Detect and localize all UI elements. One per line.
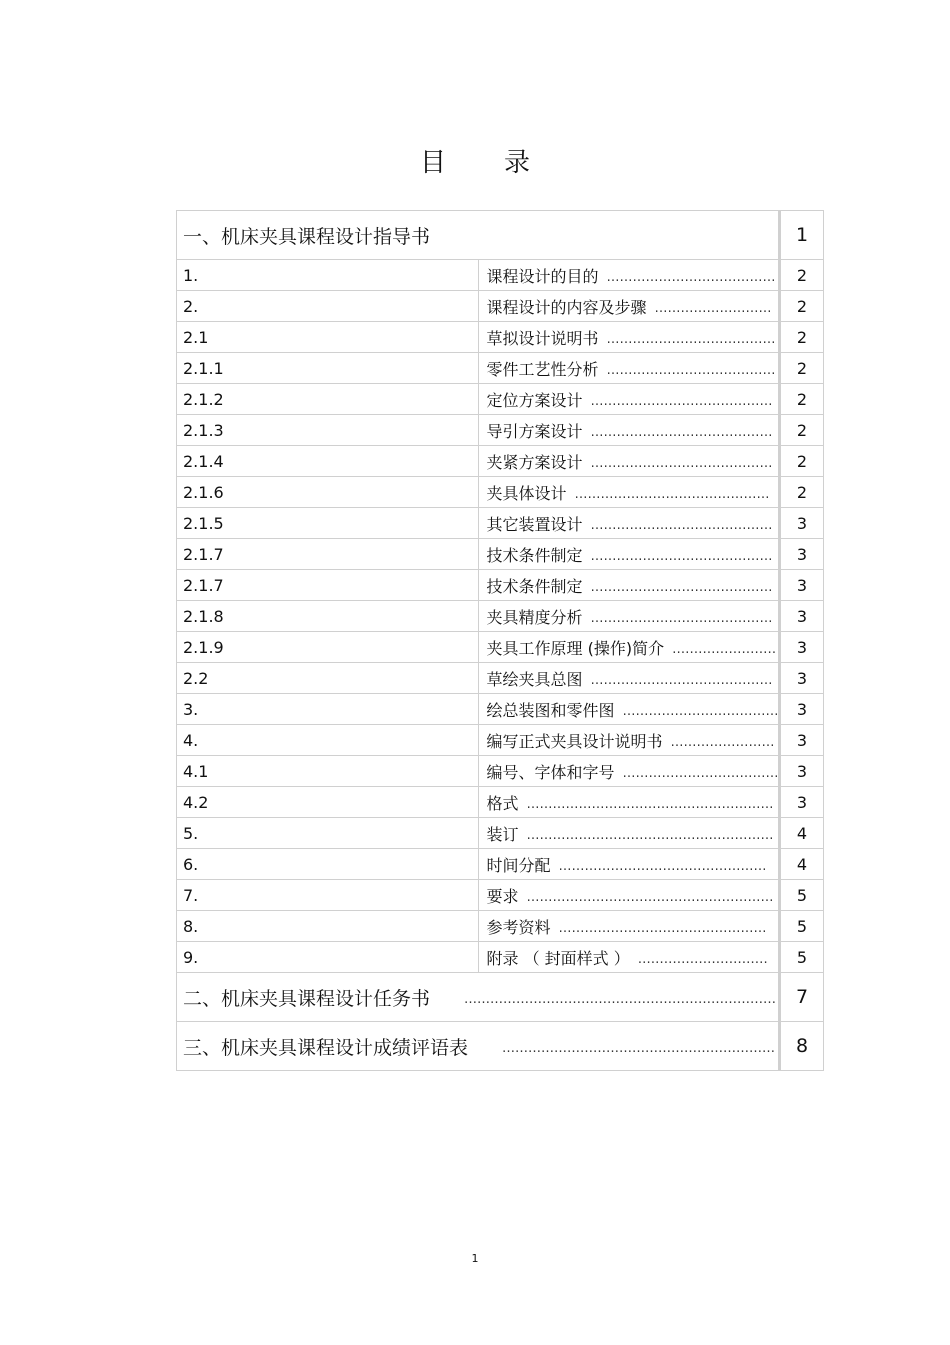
toc-entry-title: 导引方案设计 bbox=[486, 421, 583, 441]
toc-entry-title: 绘总装图和零件图 bbox=[486, 700, 615, 720]
dot-leader: ………………………………… bbox=[606, 362, 776, 378]
dot-leader: ……………………………………… bbox=[574, 486, 770, 502]
toc-major-row[interactable] bbox=[177, 211, 824, 260]
toc-page-number: 7 bbox=[780, 973, 824, 1022]
dot-leader: …………………… bbox=[670, 734, 775, 750]
toc-entry-title: 夹紧方案设计 bbox=[486, 452, 583, 472]
toc-page-number: 5 bbox=[780, 942, 824, 973]
toc-page-number: 3 bbox=[780, 601, 824, 632]
toc-entry[interactable] bbox=[177, 942, 824, 973]
toc-entry-number: 2.2 bbox=[177, 663, 479, 694]
toc-entry-title-cell bbox=[478, 260, 780, 291]
toc-page-number: 2 bbox=[780, 322, 824, 353]
toc-entry-title-cell bbox=[478, 880, 780, 911]
toc-entry[interactable] bbox=[177, 260, 824, 291]
dot-leader: …………………………………… bbox=[590, 517, 773, 533]
toc-entry-number: 9. bbox=[177, 942, 479, 973]
toc-page-number: 3 bbox=[780, 694, 824, 725]
toc-entry-number: 2.1.7 bbox=[177, 570, 479, 601]
toc-entry-number: 4.1 bbox=[177, 756, 479, 787]
toc-entry-title-cell bbox=[478, 508, 780, 539]
toc-entry-number: 2. bbox=[177, 291, 479, 322]
toc-entry-title: 技术条件制定 bbox=[486, 576, 583, 596]
toc-entry-title-cell bbox=[478, 477, 780, 508]
toc-page-number: 3 bbox=[780, 725, 824, 756]
toc-entry-title-cell bbox=[478, 570, 780, 601]
toc-major-title-cell bbox=[177, 211, 780, 260]
toc-entry-title: 零件工艺性分析 bbox=[486, 359, 599, 379]
toc-entry[interactable] bbox=[177, 508, 824, 539]
dot-leader: …………………………………… bbox=[590, 579, 773, 595]
toc-entry-title-cell bbox=[478, 694, 780, 725]
toc-entry-number: 2.1.8 bbox=[177, 601, 479, 632]
toc-entry[interactable] bbox=[177, 446, 824, 477]
toc-page-number: 4 bbox=[780, 818, 824, 849]
toc-entry-title-cell bbox=[478, 601, 780, 632]
page-title bbox=[0, 142, 950, 179]
toc-entry-number: 8. bbox=[177, 911, 479, 942]
toc-entry-number: 2.1 bbox=[177, 322, 479, 353]
toc-entry-title: 课程设计的内容及步骤 bbox=[486, 297, 647, 317]
footer-page-number: 1 bbox=[471, 1252, 479, 1265]
toc-entry-title-cell bbox=[478, 322, 780, 353]
page-title-char-2: 录 bbox=[504, 148, 531, 178]
toc-entry-title: 时间分配 bbox=[486, 855, 551, 875]
toc-major-title-cell bbox=[177, 1022, 780, 1071]
dot-leader: ……………………………… bbox=[622, 703, 779, 719]
dot-leader: ……………………………………………………… bbox=[502, 1040, 776, 1056]
dot-leader: ……………………………… bbox=[622, 765, 779, 781]
dot-leader: …………………………………… bbox=[590, 672, 773, 688]
dot-leader: ………………………… bbox=[637, 951, 768, 967]
toc-entry-number: 7. bbox=[177, 880, 479, 911]
toc-entry-title-cell bbox=[478, 787, 780, 818]
dot-leader: ………………………………… bbox=[606, 331, 776, 347]
toc-entry-title: 编号、字体和字号 bbox=[486, 762, 615, 782]
toc-entry-title: 草绘夹具总图 bbox=[486, 669, 583, 689]
toc-entry-number: 2.1.2 bbox=[177, 384, 479, 415]
toc-entry-number: 4.2 bbox=[177, 787, 479, 818]
toc-table bbox=[176, 210, 824, 1071]
toc-entry-number: 5. bbox=[177, 818, 479, 849]
toc-entry-number: 2.1.1 bbox=[177, 353, 479, 384]
toc-entry-number: 2.1.4 bbox=[177, 446, 479, 477]
toc-entry[interactable] bbox=[177, 663, 824, 694]
toc-page-number: 3 bbox=[780, 787, 824, 818]
toc-entry-title: 参考资料 bbox=[486, 917, 551, 937]
toc-page-number: 8 bbox=[780, 1022, 824, 1071]
toc-entry[interactable] bbox=[177, 849, 824, 880]
toc-page-number: 5 bbox=[780, 880, 824, 911]
toc-entry-title-cell bbox=[478, 849, 780, 880]
toc-page-number: 2 bbox=[780, 260, 824, 291]
toc-entry-title-cell bbox=[478, 663, 780, 694]
toc-page-number: 3 bbox=[780, 632, 824, 663]
toc-entry-title-cell bbox=[478, 632, 780, 663]
toc-page-number: 3 bbox=[780, 508, 824, 539]
dot-leader: …………………………………… bbox=[590, 548, 773, 564]
dot-leader: …………………………………… bbox=[590, 393, 773, 409]
toc-entry-title-cell bbox=[478, 942, 780, 973]
toc-entry-title-cell bbox=[478, 911, 780, 942]
dot-leader: …………………………………… bbox=[590, 610, 773, 626]
toc-page-number: 2 bbox=[780, 291, 824, 322]
toc-page-number: 1 bbox=[780, 211, 824, 260]
dot-leader: ………………………………………………… bbox=[526, 827, 774, 843]
toc-entry-title-cell bbox=[478, 415, 780, 446]
toc-page-number: 2 bbox=[780, 353, 824, 384]
toc-entry[interactable] bbox=[177, 415, 824, 446]
dot-leader: …………………………………… bbox=[590, 424, 773, 440]
toc-entry-number: 4. bbox=[177, 725, 479, 756]
toc-entry-title: 课程设计的目的 bbox=[486, 266, 599, 286]
toc-entry[interactable] bbox=[177, 880, 824, 911]
toc-entry[interactable] bbox=[177, 756, 824, 787]
toc-entry[interactable] bbox=[177, 787, 824, 818]
toc-entry-number: 2.1.6 bbox=[177, 477, 479, 508]
toc-entry-title: 草拟设计说明书 bbox=[486, 328, 599, 348]
dot-leader: …………………… bbox=[672, 641, 777, 657]
dot-leader: ……………………… bbox=[654, 300, 772, 316]
toc-entry-title-cell bbox=[478, 818, 780, 849]
dot-leader: ………………………………… bbox=[606, 269, 776, 285]
toc-entry-title: 夹具工作原理 (操作)简介 bbox=[486, 638, 665, 658]
toc-entry-number: 3. bbox=[177, 694, 479, 725]
dot-leader: ……………………………………………………………… bbox=[464, 991, 777, 1007]
toc-major-row[interactable] bbox=[177, 1022, 824, 1071]
toc-entry-title-cell bbox=[478, 353, 780, 384]
toc-entry[interactable] bbox=[177, 291, 824, 322]
toc-entry-title-cell bbox=[478, 291, 780, 322]
toc-entry[interactable] bbox=[177, 601, 824, 632]
toc-entry-title: 要求 bbox=[486, 886, 519, 906]
toc-page-number: 2 bbox=[780, 446, 824, 477]
dot-leader: ………………………………………………… bbox=[526, 889, 774, 905]
toc-page-number: 2 bbox=[780, 415, 824, 446]
toc-page-number: 5 bbox=[780, 911, 824, 942]
toc-entry[interactable] bbox=[177, 322, 824, 353]
toc-entry-number: 2.1.3 bbox=[177, 415, 479, 446]
toc-entry-number: 2.1.7 bbox=[177, 539, 479, 570]
dot-leader: ………………………………………………… bbox=[526, 796, 774, 812]
toc-major-title: 三、机床夹具课程设计成绩评语表 bbox=[183, 1036, 469, 1059]
toc-entry-title: 技术条件制定 bbox=[486, 545, 583, 565]
toc-page-number: 2 bbox=[780, 384, 824, 415]
page-title-char-1: 目 bbox=[419, 148, 446, 178]
toc-entry-title: 夹具精度分析 bbox=[486, 607, 583, 627]
toc-entry[interactable] bbox=[177, 539, 824, 570]
toc-entry[interactable] bbox=[177, 818, 824, 849]
toc-entry-title: 装订 bbox=[486, 824, 519, 844]
toc-entry-title: 其它装置设计 bbox=[486, 514, 583, 534]
dot-leader: …………………………………… bbox=[590, 455, 773, 471]
toc-entry-number: 2.1.9 bbox=[177, 632, 479, 663]
toc-page-number: 4 bbox=[780, 849, 824, 880]
toc-entry-title: 夹具体设计 bbox=[486, 483, 567, 503]
toc-entry-title: 定位方案设计 bbox=[486, 390, 583, 410]
toc-entry-title-cell bbox=[478, 446, 780, 477]
toc-entry-title-cell bbox=[478, 756, 780, 787]
toc-entry-title-cell bbox=[478, 539, 780, 570]
toc-major-title: 一、机床夹具课程设计指导书 bbox=[183, 225, 431, 248]
toc-entry-title: 编写正式夹具设计说明书 bbox=[486, 731, 663, 751]
toc-page-number: 3 bbox=[780, 539, 824, 570]
toc-major-row[interactable] bbox=[177, 973, 824, 1022]
toc-major-title: 二、机床夹具课程设计任务书 bbox=[183, 987, 431, 1010]
toc-page-number: 3 bbox=[780, 756, 824, 787]
toc-entry-number: 6. bbox=[177, 849, 479, 880]
toc-entry[interactable] bbox=[177, 353, 824, 384]
toc-entry-title-cell bbox=[478, 384, 780, 415]
toc-entry[interactable] bbox=[177, 570, 824, 601]
toc-entry[interactable] bbox=[177, 477, 824, 508]
toc-entry-title: 格式 bbox=[486, 793, 519, 813]
toc-major-title-cell bbox=[177, 973, 780, 1022]
toc-entry-number: 2.1.5 bbox=[177, 508, 479, 539]
toc-entry-title: 附录 （ 封面样式 ） bbox=[486, 948, 630, 968]
toc-entry[interactable] bbox=[177, 725, 824, 756]
toc-entry[interactable] bbox=[177, 384, 824, 415]
toc-entry[interactable] bbox=[177, 694, 824, 725]
dot-leader: ………………………………………… bbox=[558, 920, 767, 936]
toc-entry[interactable] bbox=[177, 632, 824, 663]
toc-page-number: 3 bbox=[780, 570, 824, 601]
toc-page-number: 3 bbox=[780, 663, 824, 694]
toc-entry-title-cell bbox=[478, 725, 780, 756]
toc-entry-number: 1. bbox=[177, 260, 479, 291]
toc-entry[interactable] bbox=[177, 911, 824, 942]
dot-leader: ………………………………………… bbox=[558, 858, 767, 874]
toc-page-number: 2 bbox=[780, 477, 824, 508]
